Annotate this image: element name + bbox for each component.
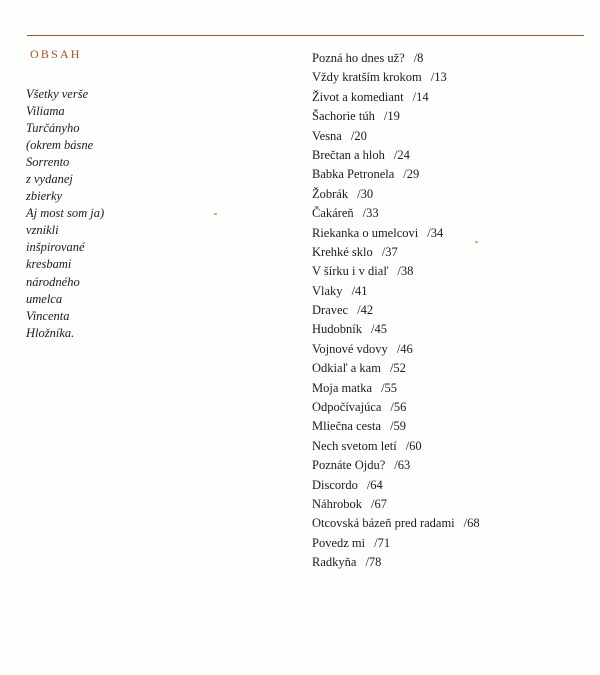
toc-page: /14 — [412, 89, 429, 104]
toc-page: /60 — [405, 438, 422, 453]
note-line: Hložníka. — [26, 325, 75, 340]
toc-page: /41 — [351, 283, 368, 298]
toc-title: Žobrák — [312, 186, 349, 201]
note-line: umelca — [26, 291, 63, 306]
toc-title: Moja matka — [312, 380, 373, 395]
toc-entry — [312, 320, 584, 339]
toc-page: /24 — [393, 147, 410, 162]
toc-title: Nech svetom letí — [312, 438, 397, 453]
table-of-contents — [312, 49, 584, 573]
toc-title: Čakáreň — [312, 206, 354, 221]
toc-title: Babka Petronela — [312, 167, 395, 182]
toc-entry — [312, 340, 584, 359]
toc-title: Hudobník — [312, 322, 362, 337]
contents-heading: OBSAH — [30, 47, 82, 61]
paper-speck — [475, 241, 478, 243]
toc-title: Odkiaľ a kam — [312, 361, 381, 376]
toc-page: /68 — [463, 516, 480, 531]
toc-page: /38 — [397, 264, 414, 279]
toc-page: /67 — [371, 496, 387, 511]
toc-page: /45 — [371, 322, 387, 337]
toc-page: /20 — [350, 128, 367, 143]
toc-entry — [312, 282, 584, 301]
toc-entry — [312, 398, 584, 417]
toc-entry — [312, 514, 584, 533]
toc-entry — [312, 146, 584, 165]
note-line: zbierky — [26, 189, 63, 204]
toc-entry — [312, 243, 584, 262]
toc-entry — [312, 553, 584, 572]
toc-page: /52 — [389, 361, 406, 376]
note-line: Turčányho — [26, 121, 80, 136]
toc-entry — [312, 127, 584, 146]
toc-page: /56 — [390, 400, 407, 415]
toc-title: Radkyňa — [312, 555, 357, 570]
note-line: Viliama — [26, 104, 65, 119]
toc-entry — [312, 437, 584, 456]
toc-entry — [312, 107, 584, 126]
note-line: Aj most som ja) — [26, 206, 105, 221]
note-line: kresbami — [26, 257, 72, 272]
toc-page: /13 — [430, 70, 447, 85]
toc-entry — [312, 476, 584, 495]
note-line: Všetky verše — [26, 87, 89, 101]
toc-page: /37 — [381, 244, 398, 259]
toc-entry — [312, 359, 584, 378]
toc-title: Vesna — [312, 128, 342, 143]
toc-title: Život a komediant — [312, 89, 404, 104]
toc-page: /59 — [390, 419, 407, 434]
toc-page: /71 — [374, 535, 391, 550]
toc-page: /34 — [427, 225, 444, 240]
toc-entry — [312, 49, 584, 68]
toc-entry — [312, 262, 584, 281]
toc-entry — [312, 534, 584, 553]
toc-title: Riekanka o umelcovi — [312, 225, 419, 240]
toc-page: /78 — [365, 555, 382, 570]
toc-page: /63 — [394, 458, 411, 473]
toc-entry — [312, 417, 584, 436]
toc-entry — [312, 456, 584, 475]
toc-title: Pozná ho dnes už? — [312, 51, 405, 65]
toc-entry — [312, 224, 584, 243]
toc-page: /19 — [383, 109, 400, 124]
toc-entry — [312, 165, 584, 184]
toc-title: Odpočívajúca — [312, 400, 382, 415]
toc-title: Discordo — [312, 477, 358, 492]
note-line: vznikli — [26, 223, 59, 238]
toc-page: /46 — [396, 341, 413, 356]
note-line: Vincenta — [26, 308, 70, 323]
toc-title: Krehké sklo — [312, 244, 373, 259]
toc-title: Vlaky — [312, 283, 343, 298]
note-line: (okrem básne — [26, 138, 94, 153]
toc-page: /42 — [357, 303, 374, 318]
toc-page: /29 — [403, 167, 420, 182]
note-line: inšpirované — [26, 240, 85, 255]
dedication-note — [26, 86, 146, 342]
toc-entry — [312, 185, 584, 204]
toc-entry — [312, 68, 584, 87]
note-line: národného — [26, 274, 80, 289]
toc-page: /8 — [413, 51, 424, 65]
note-line: z vydanej — [26, 172, 73, 187]
toc-title: Povedz mi — [312, 535, 366, 550]
paper-speck — [214, 213, 217, 215]
toc-entry — [312, 88, 584, 107]
toc-entry — [312, 204, 584, 223]
toc-entry — [312, 301, 584, 320]
toc-page: /30 — [357, 186, 374, 201]
toc-title: Otcovská bázeň pred radami — [312, 516, 455, 531]
toc-page: /64 — [366, 477, 383, 492]
toc-title: Brečtan a hloh — [312, 147, 385, 162]
toc-title: Poznáte Ojdu? — [312, 458, 386, 473]
toc-title: Náhrobok — [312, 496, 362, 511]
toc-title: Vojnové vdovy — [312, 341, 388, 356]
note-line: Sorrento — [26, 155, 70, 170]
toc-title: Dravec — [312, 303, 349, 318]
toc-entry — [312, 379, 584, 398]
toc-title: Mliečna cesta — [312, 419, 382, 434]
toc-page: /33 — [362, 206, 379, 221]
toc-entry — [312, 495, 584, 514]
toc-title: Šachorie túh — [312, 109, 375, 124]
toc-title: Vždy kratším krokom — [312, 70, 422, 85]
header-rule — [27, 35, 584, 36]
toc-title: V šírku i v diaľ — [312, 264, 389, 279]
toc-page: /55 — [381, 380, 398, 395]
